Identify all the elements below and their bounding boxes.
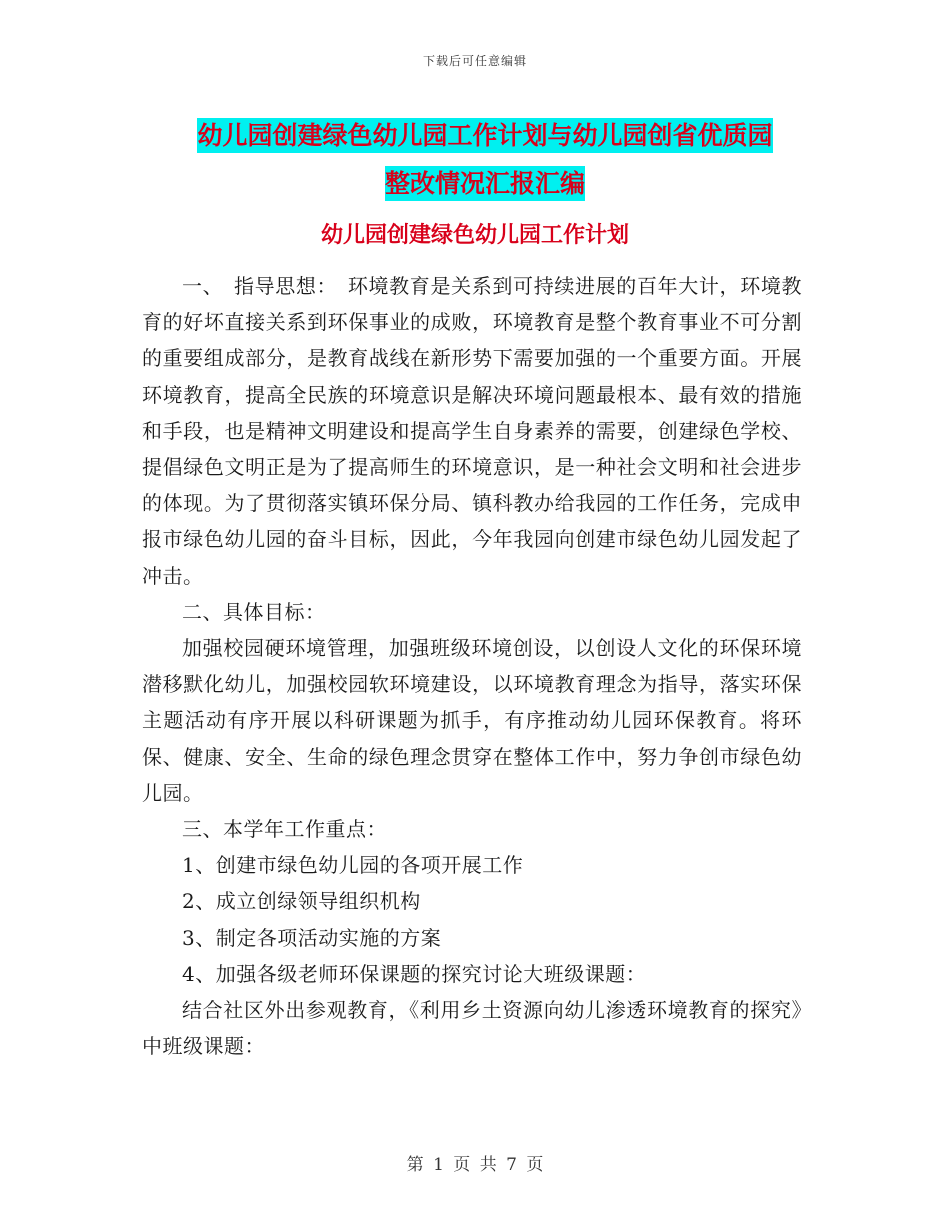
- section-title: 幼儿园创建绿色幼儿园工作计划: [320, 223, 629, 248]
- header-note: 下载后可任意编辑: [422, 54, 527, 68]
- list-item: 4、加强各级老师环保课题的探究讨论大班级课题：: [182, 961, 647, 986]
- paragraph-projects: 结合社区外出参观教育，《利用乡土资源向幼儿渗透环境教育的探究》中班级课题：: [142, 998, 802, 1059]
- paragraph-heading-focus: 三、本学年工作重点：: [182, 817, 387, 842]
- title-line-2: 整改情况汇报汇编: [385, 166, 585, 201]
- list-item: 3、制定各项活动实施的方案: [182, 925, 442, 950]
- list-item: 1、创建市绿色幼儿园的各项开展工作: [182, 853, 524, 878]
- body-text: [142, 268, 802, 1064]
- title-line-1: 幼儿园创建绿色幼儿园工作计划与幼儿园创省优质园: [197, 118, 772, 153]
- list-item: 2、成立创绿领导组织机构: [182, 889, 421, 914]
- document-title: [140, 112, 830, 208]
- paragraph-goals: 加强校园硬环境管理，加强班级环境创设，以创设人文化的环保环境潜移默化幼儿，加强校园软环境建设，以环境教育理念为指导，落实环保主题活动有序开展以科研课题为抓手，有序推动幼儿园环保教育。将环保、健康、安全、生命的绿色理念贯穿在整体工作中，努力争创市绿色幼儿园。: [142, 636, 802, 805]
- page-footer: 第 1 页 共 7 页: [406, 1155, 544, 1175]
- paragraph-guiding-ideology: 一、 指导思想： 环境教育是关系到可持续进展的百年大计，环境教育的好坏直接关系到环保事业的成败，环境教育是整个教育事业不可分割的重要组成部分，是教育战线在新形势下需要加强的一个重要方面。开展环境教育，提高全民族的环境意识是解决环境问题最根本、最有效的措施和手段，也是精神文明建设和提高学生自身素养的需要，创建绿色学校、提倡绿色文明正是为了提高师生的环境意识，是一种社会文明和社会进步的体现。为了贯彻落实镇环保分局、镇科教办给我园的工作任务，完成申报市绿色幼儿园的奋斗目标，因此，今年我园向创建市绿色幼儿园发起了冲击。: [142, 274, 802, 588]
- paragraph-heading-goals: 二、具体目标：: [182, 599, 326, 624]
